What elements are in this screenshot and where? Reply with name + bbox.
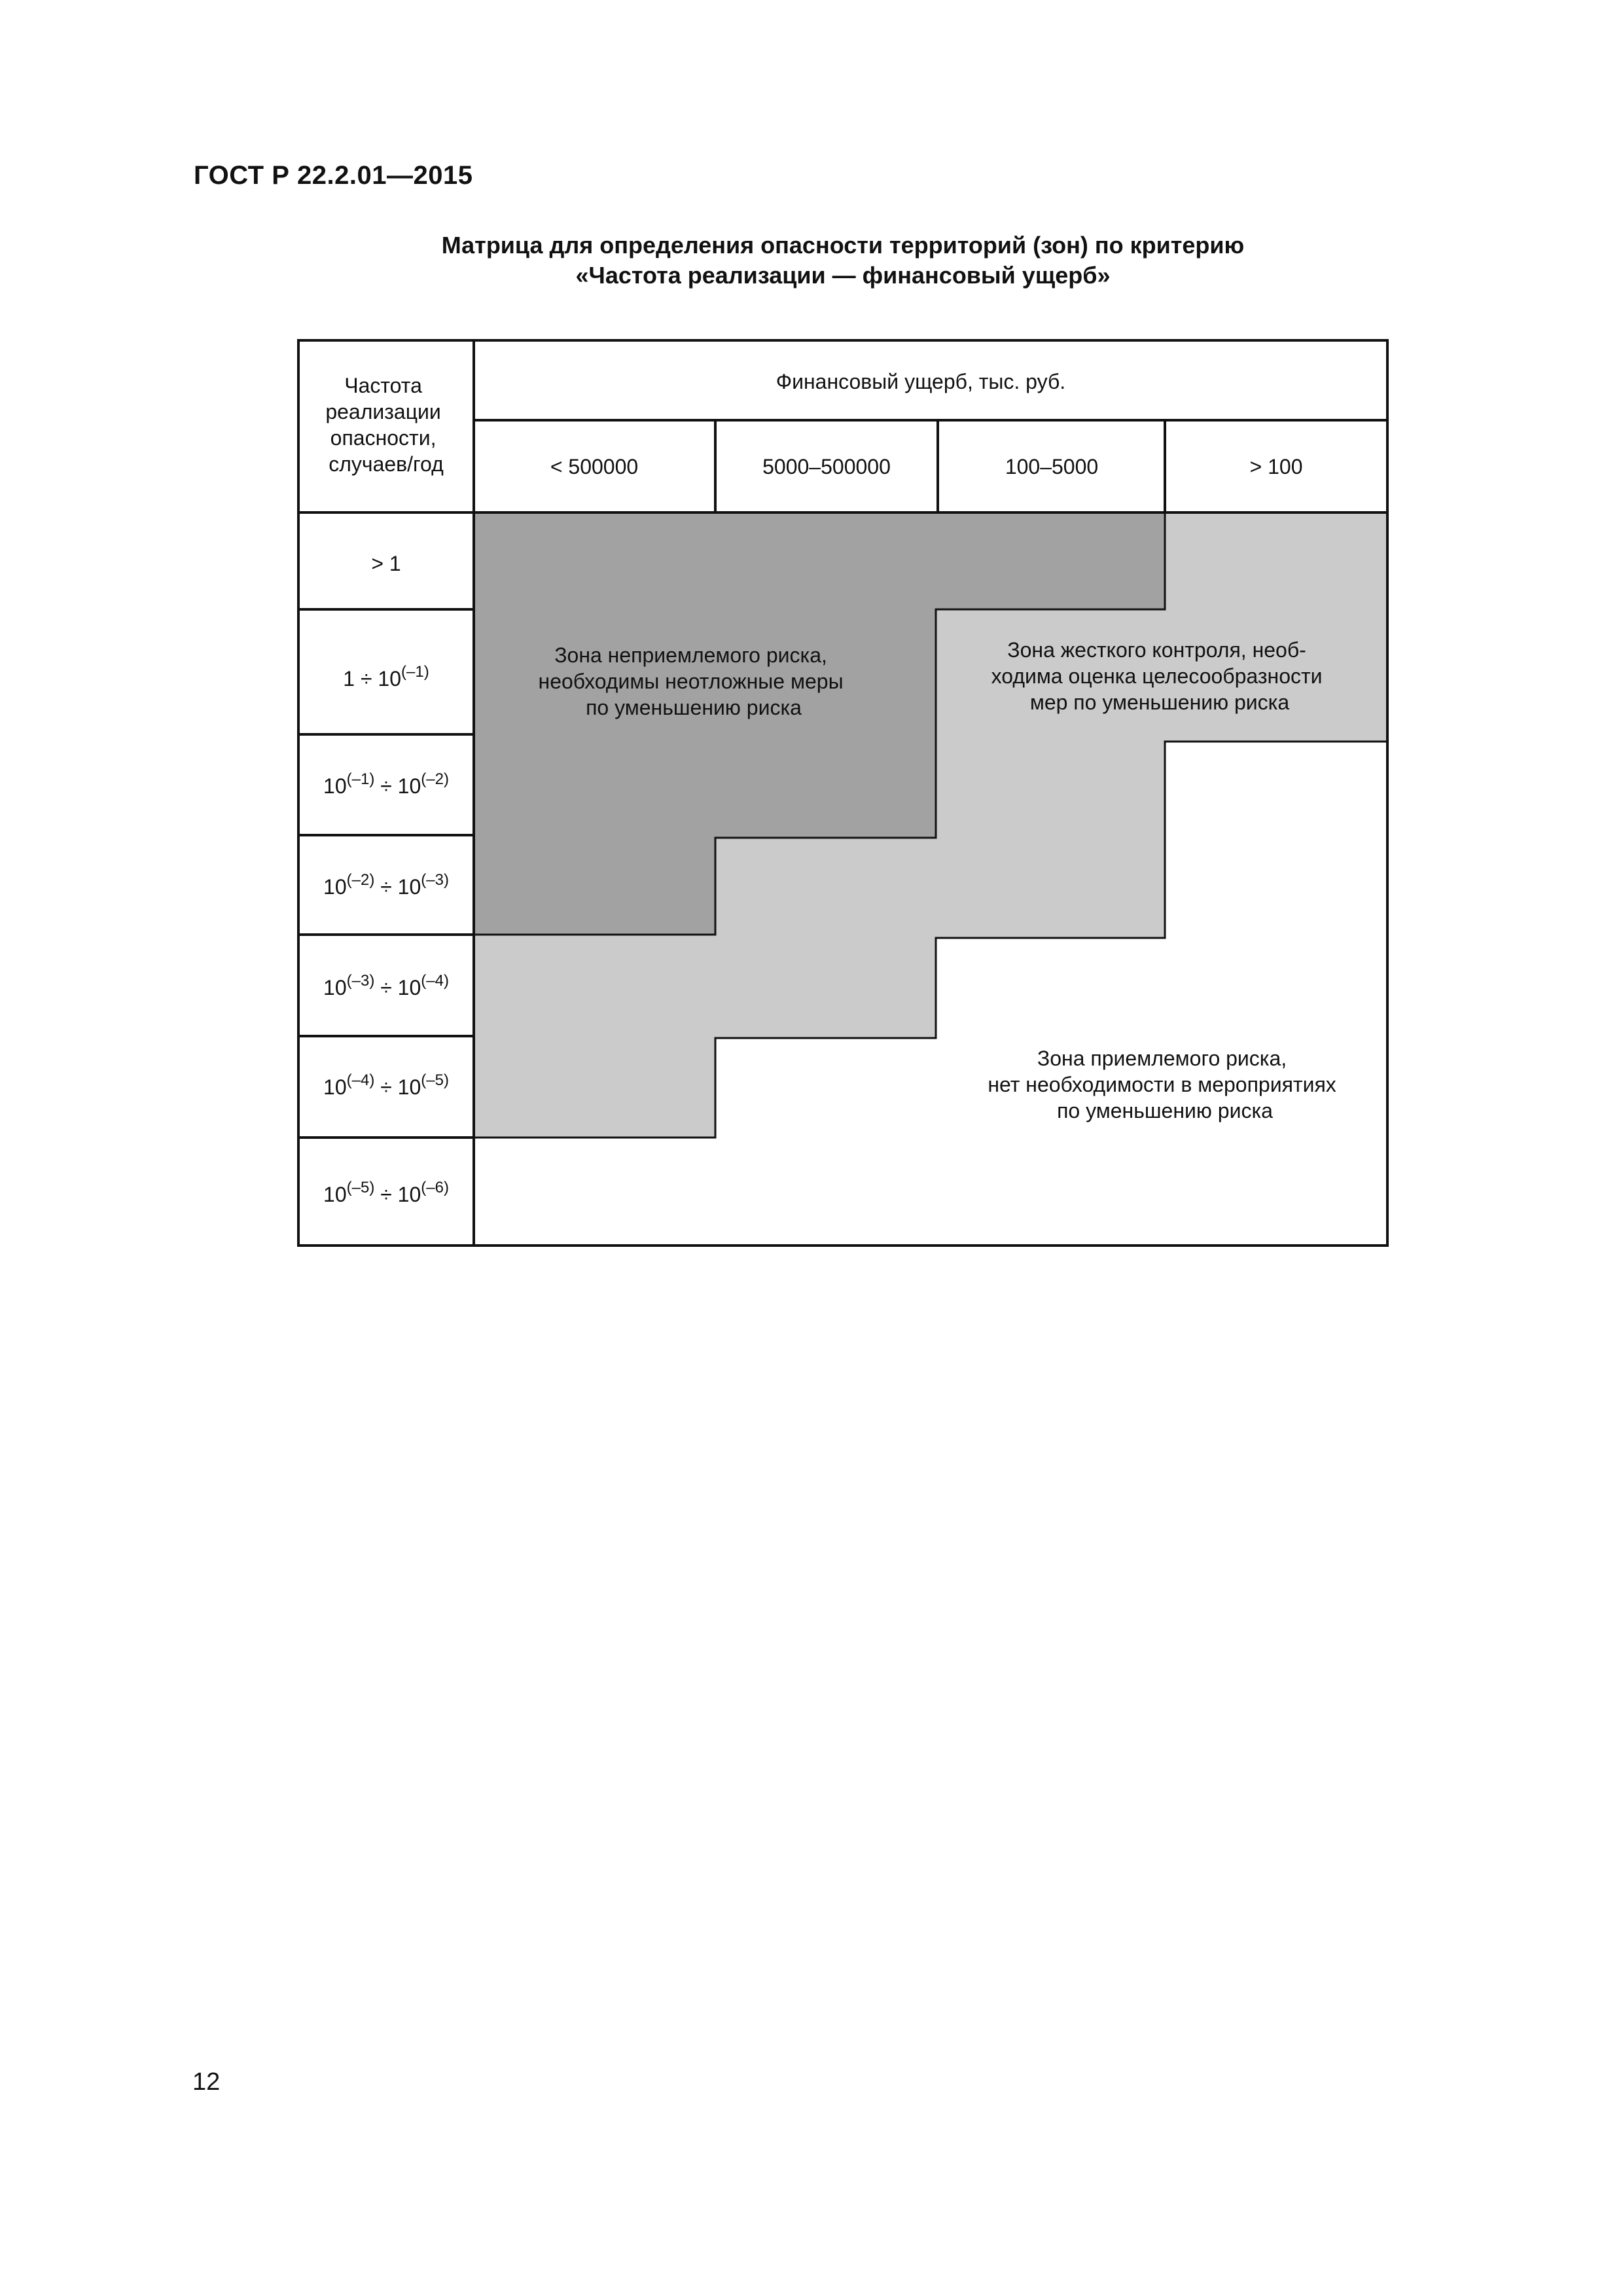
row-header-line: реализации bbox=[325, 400, 441, 423]
frequency-row-4 bbox=[323, 871, 449, 899]
zone-label-line: нет необходимости в мероприятиях bbox=[988, 1073, 1336, 1096]
frequency-base: 10 bbox=[397, 774, 421, 798]
frequency-base: 1 ÷ 10 bbox=[343, 667, 402, 691]
frequency-base: 10 bbox=[323, 1183, 347, 1206]
zone-label-line: необходимы неотложные меры bbox=[538, 670, 844, 693]
row-header-line: случаев/год bbox=[329, 452, 444, 476]
frequency-exponent: (–3) bbox=[421, 871, 449, 889]
zone-label-line: Зона жесткого контроля, необ- bbox=[1007, 638, 1306, 662]
frequency-exponent: (–5) bbox=[421, 1071, 449, 1089]
frequency-exponent: (–4) bbox=[421, 972, 449, 990]
frequency-row-2 bbox=[343, 663, 429, 691]
damage-header: Финансовый ущерб, тыс. руб. bbox=[776, 370, 1066, 393]
damage-column-2: 5000–500000 bbox=[762, 455, 891, 478]
frequency-base: 10 bbox=[397, 1075, 421, 1099]
damage-column-3: 100–5000 bbox=[1005, 455, 1099, 478]
frequency-base: 10 bbox=[323, 774, 347, 798]
zone-label-line: Зона неприемлемого риска, bbox=[554, 643, 827, 667]
zone-label-line: Зона приемлемого риска, bbox=[1037, 1047, 1287, 1070]
damage-column-4: > 100 bbox=[1249, 455, 1303, 478]
frequency-exponent: (–6) bbox=[421, 1179, 449, 1196]
zone-label-line: мер по уменьшению риска bbox=[1029, 691, 1290, 714]
frequency-exponent: (–1) bbox=[401, 663, 429, 681]
frequency-row-5 bbox=[323, 972, 449, 999]
frequency-row-3 bbox=[323, 770, 449, 798]
zone-label-line: ходима оценка целесообразности bbox=[991, 664, 1323, 688]
frequency-row-6 bbox=[323, 1071, 449, 1099]
zone-acceptable-label bbox=[988, 1047, 1342, 1122]
frequency-separator: ÷ bbox=[374, 976, 398, 999]
page-number: 12 bbox=[192, 2068, 221, 2096]
caption-line-1: Матрица для определения опасности территорий (зон) по критерию bbox=[441, 232, 1245, 259]
frequency-exponent: (–2) bbox=[346, 871, 375, 889]
row-header bbox=[325, 374, 446, 476]
document-code: ГОСТ Р 22.2.01—2015 bbox=[194, 161, 473, 190]
damage-column-1: < 500000 bbox=[550, 455, 639, 478]
row-header-line: опасности, bbox=[330, 426, 437, 450]
frequency-exponent: (–2) bbox=[421, 770, 449, 788]
frequency-separator: ÷ bbox=[374, 875, 398, 899]
row-header-line: Частота bbox=[344, 374, 422, 397]
frequency-exponent: (–4) bbox=[346, 1071, 375, 1089]
frequency-base: > 1 bbox=[371, 552, 401, 575]
frequency-base: 10 bbox=[323, 1075, 347, 1099]
caption-line-2: «Частота реализации — финансовый ущерб» bbox=[575, 262, 1111, 289]
frequency-exponent: (–5) bbox=[346, 1179, 375, 1196]
frequency-base: 10 bbox=[397, 875, 421, 899]
zone-label-line: по уменьшению риска bbox=[1057, 1099, 1273, 1122]
frequency-base: 10 bbox=[323, 875, 347, 899]
frequency-row-7 bbox=[323, 1179, 449, 1206]
frequency-separator: ÷ bbox=[374, 774, 398, 798]
frequency-separator: ÷ bbox=[374, 1075, 398, 1099]
frequency-base: 10 bbox=[323, 976, 347, 999]
zone-strict-control-label bbox=[991, 638, 1329, 714]
frequency-exponent: (–3) bbox=[346, 972, 375, 990]
frequency-row-1 bbox=[371, 552, 401, 575]
frequency-base: 10 bbox=[397, 1183, 421, 1206]
frequency-base: 10 bbox=[397, 976, 421, 999]
frequency-exponent: (–1) bbox=[346, 770, 375, 788]
zone-label-line: по уменьшению риска bbox=[586, 696, 802, 719]
frequency-separator: ÷ bbox=[374, 1183, 398, 1206]
